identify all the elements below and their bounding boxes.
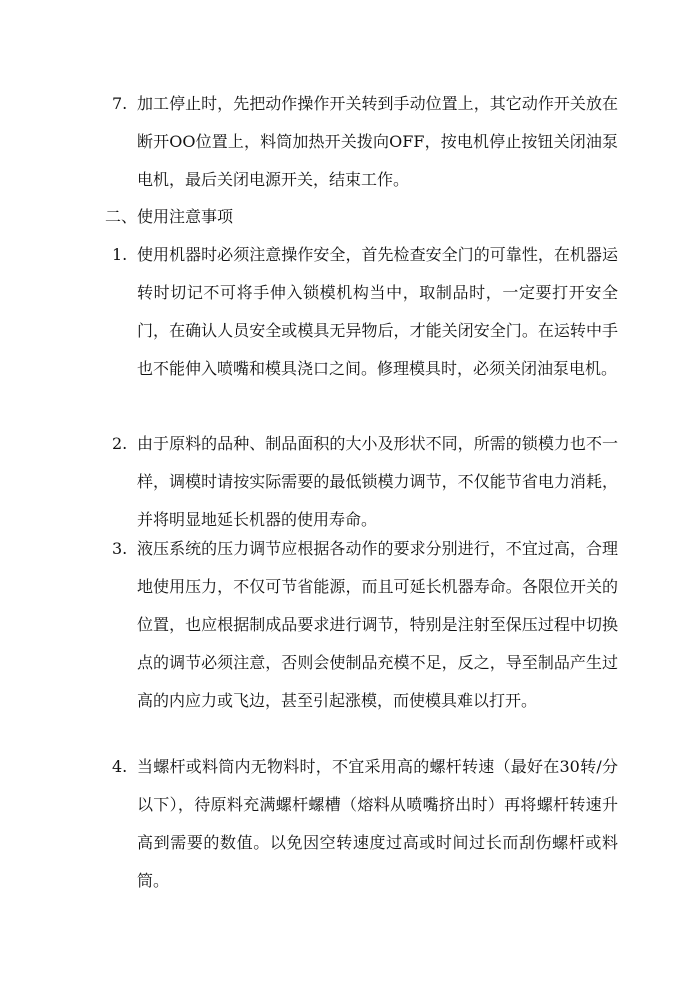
note-2 <box>112 425 618 539</box>
step-text: 加工停止时，先把动作操作开关转到手动位置上，其它动作开关放在断开OO位置上，料筒加热开关拨向OFF，按电机停止按钮关闭油泵电机，最后关闭电源开关，结束工作。 <box>137 94 618 189</box>
note-number: 1. <box>112 245 128 264</box>
note-text: 液压系统的压力调节应根据各动作的要求分别进行，不宜过高，合理地使用压力，不仅可节省能源，而且可延长机器寿命。各限位开关的位置，也应根据制成品要求进行调节，特别是注射至保压过程中切换点的调节必须注意，否则会使制品充模不足，反之，导至制品产生过高的内应力或飞边，甚至引起涨模，而使模具难以打开。 <box>137 539 618 710</box>
section-heading: 二、使用注意事项 <box>105 207 234 226</box>
note-4 <box>112 748 618 900</box>
note-1 <box>112 236 618 388</box>
note-text: 由于原料的品种、制品面积的大小及形状不同，所需的锁模力也不一样，调模时请按实际需要的最低锁模力调节，不仅能节省电力消耗，并将明显地延长机器的使用寿命。 <box>137 434 618 529</box>
note-number: 3. <box>112 539 128 558</box>
step-number: 7. <box>112 94 128 113</box>
note-3 <box>112 530 618 720</box>
note-number: 2. <box>112 434 128 453</box>
note-text: 使用机器时必须注意操作安全，首先检查安全门的可靠性，在机器运转时切记不可将手伸入锁模机构当中，取制品时，一定要打开安全门，在确认人员安全或模具无异物后，才能关闭安全门。在运转中手也不能伸入喷嘴和模具浇口之间。修理模具时，必须关闭油泵电机。 <box>137 245 618 378</box>
step-7 <box>112 85 618 199</box>
note-text: 当螺杆或料筒内无物料时，不宜采用高的螺杆转速（最好在30转/分以下），待原料充满螺杆螺槽（熔料从喷嘴挤出时）再将螺杆转速升高到需要的数值。以免因空转速度过高或时间过长而刮伤螺杆或料筒。 <box>137 757 618 890</box>
note-number: 4. <box>112 757 128 776</box>
